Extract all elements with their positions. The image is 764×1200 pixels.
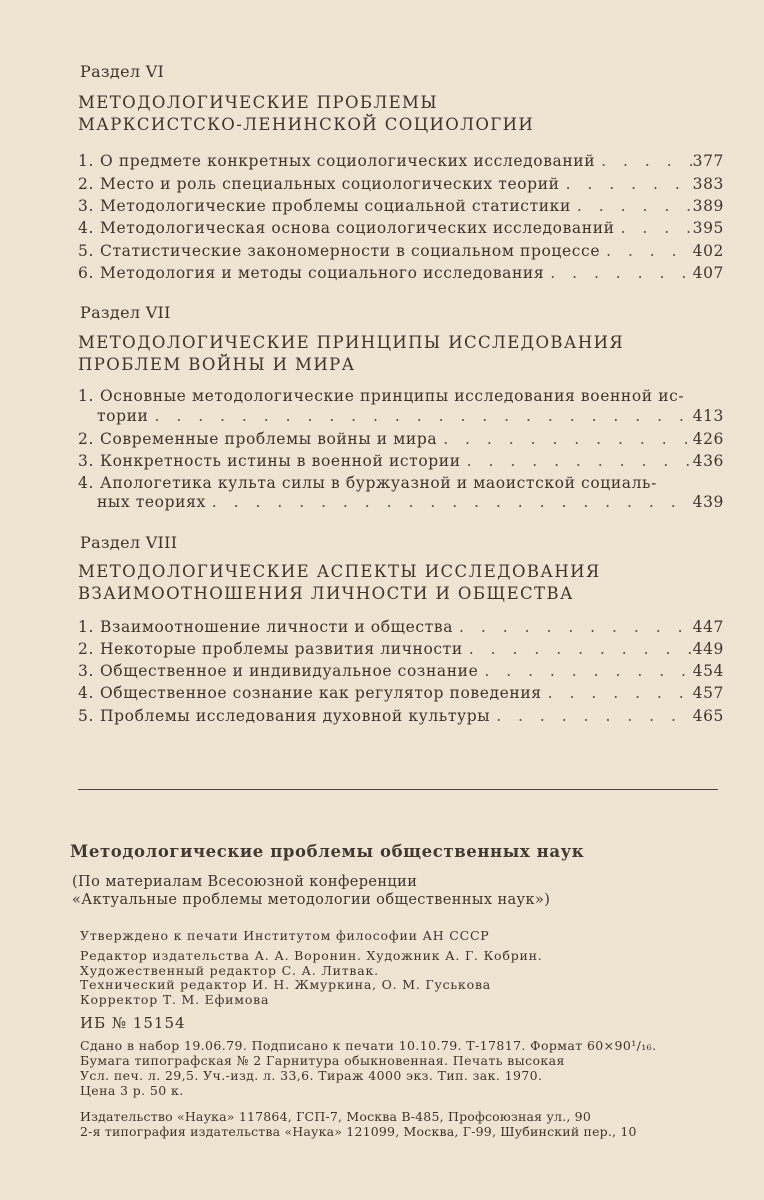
section-label: Раздел VI <box>80 62 165 81</box>
print-info-line: Усл. печ. л. 29,5. Уч.-изд. л. 33,6. Тираж 4000 экз. Тип. зак. 1970. <box>80 1068 543 1083</box>
page-number: 395 <box>692 219 724 237</box>
section-title-line: МЕТОДОЛОГИЧЕСКИЕ ПРИНЦИПЫ ИССЛЕДОВАНИЯ <box>78 333 625 352</box>
toc-entry: 1. О предмете конкретных социологических исследований . . . 377 <box>78 150 724 172</box>
toc-entry: 4. Методологическая основа социологических исследований . . . 395 <box>78 217 724 239</box>
toc-entry: 4. Общественное сознание как регулятор поведения . . . 457 <box>78 682 724 704</box>
toc-entry: 2. Некоторые проблемы развития личности . . . 449 <box>78 638 724 660</box>
staff-line: Редактор издательства А. А. Воронин. Художник А. Г. Кобрин. <box>80 948 543 963</box>
toc-entry: 3. Конкретность истины в военной истории . . . 436 <box>78 450 724 472</box>
page-number: 426 <box>692 430 724 448</box>
divider-rule <box>78 789 718 790</box>
toc-entry: 2. Место и роль специальных социологических теорий . . . 383 <box>78 173 724 195</box>
publisher-line: 2-я типография издательства «Наука» 121099, Москва, Г-99, Шубинский пер., 10 <box>80 1124 637 1139</box>
page-number: 439 <box>692 493 724 511</box>
toc-entry: 1. Взаимоотношение личности и общества . . . 447 <box>78 616 724 638</box>
approval-line: Утверждено к печати Институтом философии АН СССР <box>80 928 490 943</box>
page-number: 407 <box>692 264 724 282</box>
staff-line: Корректор Т. М. Ефимова <box>80 992 270 1007</box>
page-number: 454 <box>692 662 724 680</box>
subtitle-line: (По материалам Всесоюзной конференции <box>72 874 418 890</box>
toc-entry: 4. Апологетика культа силы в буржуазной и маоистской социаль- <box>78 474 657 492</box>
page-number: 465 <box>692 707 724 725</box>
subtitle-line: «Актуальные проблемы методологии общественных наук») <box>72 892 551 908</box>
staff-line: Художественный редактор С. А. Литвак. <box>80 963 379 978</box>
section-label: Раздел VII <box>80 303 171 322</box>
toc-entry: 2. Современные проблемы войны и мира . . . 426 <box>78 428 724 450</box>
section-title-line: ВЗАИМООТНОШЕНИЯ ЛИЧНОСТИ И ОБЩЕСТВА <box>78 584 574 603</box>
print-info-line: Сдано в набор 19.06.79. Подписано к печати 10.10.79. Т-17817. Формат 60×90¹/₁₆. <box>80 1038 657 1053</box>
page-number: 389 <box>692 197 724 215</box>
page-number: 402 <box>692 242 724 260</box>
ib-number: ИБ № 15154 <box>80 1014 186 1032</box>
section-title-line: МЕТОДОЛОГИЧЕСКИЕ ПРОБЛЕМЫ <box>78 93 438 112</box>
toc-entry: 6. Методология и методы социального исследования . . . 407 <box>78 262 724 284</box>
toc-entry: 5. Статистические закономерности в социальном процессе . . . 402 <box>78 240 724 262</box>
book-title: Методологические проблемы общественных наук <box>70 842 585 861</box>
page-number: 457 <box>692 684 724 702</box>
toc-entry-continuation: ных теориях . . . 439 <box>97 491 724 513</box>
page-number: 447 <box>692 618 724 636</box>
page-number: 449 <box>692 640 724 658</box>
section-title-line: ПРОБЛЕМ ВОЙНЫ И МИРА <box>78 355 356 374</box>
page-number: 383 <box>692 175 724 193</box>
toc-entry: 3. Общественное и индивидуальное сознание . . . 454 <box>78 660 724 682</box>
toc-entry: 3. Методологические проблемы социальной статистики . . . 389 <box>78 195 724 217</box>
section-title-line: МАРКСИСТСКО-ЛЕНИНСКОЙ СОЦИОЛОГИИ <box>78 115 535 134</box>
publisher-line: Издательство «Наука» 117864, ГСП-7, Москва В-485, Профсоюзная ул., 90 <box>80 1109 591 1124</box>
print-info-line: Цена 3 р. 50 к. <box>80 1083 184 1098</box>
page-number: 413 <box>692 407 724 425</box>
print-info-line: Бумага типографская № 2 Гарнитура обыкновенная. Печать высокая <box>80 1053 565 1068</box>
toc-entry: 1. Основные методологические принципы исследования военной ис- <box>78 387 685 405</box>
toc-entry: 5. Проблемы исследования духовной культуры . . . 465 <box>78 705 724 727</box>
page-number: 436 <box>692 452 724 470</box>
staff-line: Технический редактор И. Н. Жмуркина, О. М. Гуськова <box>80 977 492 992</box>
toc-entry-continuation: тории . . . 413 <box>97 405 724 427</box>
section-title-line: МЕТОДОЛОГИЧЕСКИЕ АСПЕКТЫ ИССЛЕДОВАНИЯ <box>78 562 601 581</box>
page-number: 377 <box>692 152 724 170</box>
section-label: Раздел VIII <box>80 533 178 552</box>
